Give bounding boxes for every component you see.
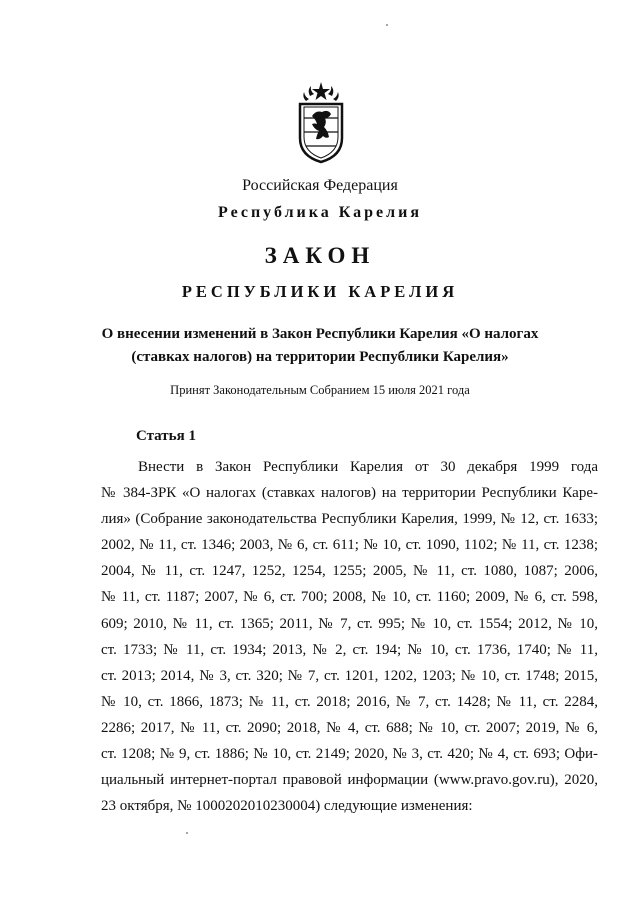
- article-heading: Статья 1: [136, 428, 196, 444]
- body-line: ст. 2013; 2014, № 3, ст. 320; № 7, ст. 1201, 1202, 1203; № 10, ст. 1748; 2015,: [101, 667, 598, 684]
- article-body: [101, 454, 598, 819]
- body-line: циальный интернет-портал правовой информации (www.pravo.gov.ru), 2020,: [101, 772, 598, 789]
- federation-name: Российская Федерация: [242, 177, 398, 194]
- body-line: ст. 1733; № 11, ст. 1934; 2013, № 2, ст. 194; № 10, ст. 1736, 1740; № 11,: [101, 641, 598, 658]
- body-line: № 10, ст. 1866, 1873; № 11, ст. 2018; 2016, № 7, ст. 1428; № 11, ст. 2284,: [101, 693, 598, 710]
- body-line: 23 октября, № 1000202010230004) следующие изменения:: [101, 798, 473, 815]
- law-heading: ЗАКОН: [264, 243, 376, 268]
- body-line: 2002, № 11, ст. 1346; 2003, № 6, ст. 611; № 10, ст. 1090, 1102; № 11, ст. 1238;: [101, 537, 598, 554]
- body-line: ст. 1208; № 9, ст. 1886; № 10, ст. 2149; 2020, № 3, ст. 420; № 4, ст. 693; Офи-: [101, 746, 598, 763]
- scan-speck: [186, 832, 188, 834]
- body-line: № 384-ЗРК «О налогах (ставках налогов) на территории Республики Каре-: [101, 485, 598, 502]
- law-title-line-1: О внесении изменений в Закон Республики Карелия «О налогах: [101, 326, 539, 342]
- scan-speck: [386, 24, 388, 26]
- law-title: [0, 323, 640, 369]
- body-line: 2286; 2017, № 11, ст. 2090; 2018, № 4, ст. 688; № 10, ст. 2007; 2019, № 6,: [101, 719, 598, 736]
- body-line: 609; 2010, № 11, ст. 1365; 2011, № 7, ст. 995; № 10, ст. 1554; 2012, № 10,: [101, 615, 598, 632]
- body-line: 2004, № 11, ст. 1247, 1252, 1254, 1255; 2005, № 11, ст. 1080, 1087; 2006,: [101, 563, 598, 580]
- body-line: Внести в Закон Республики Карелия от 30 декабря 1999 года: [138, 459, 598, 475]
- body-line: лия» (Собрание законодательства Республики Карелия, 1999, № 12, ст. 1633;: [101, 511, 598, 528]
- law-subheading: РЕСПУБЛИКИ КАРЕЛИЯ: [181, 282, 459, 301]
- adoption-note: Принят Законодательным Собранием 15 июля 2021 года: [170, 383, 470, 397]
- body-line: № 11, ст. 1187; 2007, № 6, ст. 700; 2008, № 10, ст. 1160; 2009, № 6, ст. 598,: [101, 589, 598, 606]
- republic-name: Республика Карелия: [218, 204, 422, 221]
- coat-of-arms-icon: [296, 80, 346, 164]
- law-title-line-2: (ставках налогов) на территории Республики Карелия»: [131, 349, 509, 365]
